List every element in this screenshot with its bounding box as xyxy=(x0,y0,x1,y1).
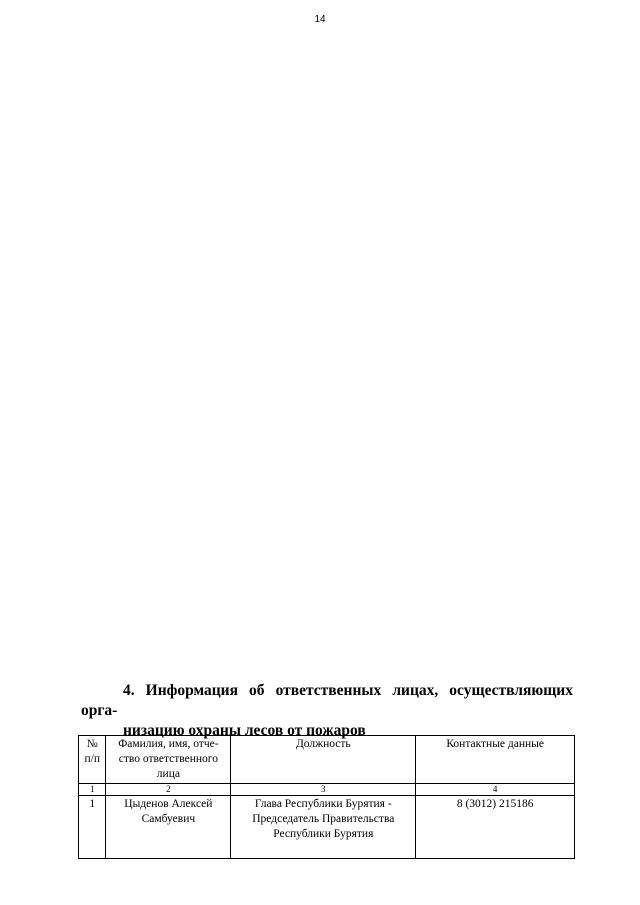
header-contacts-line-1: Контактные данные xyxy=(446,738,545,750)
header-number-line-1: № xyxy=(86,738,98,750)
section-heading xyxy=(81,681,573,741)
row-position xyxy=(231,796,416,859)
header-contacts xyxy=(416,736,575,784)
header-full-name xyxy=(106,736,231,784)
header-position-line-1: Должность xyxy=(295,738,351,750)
section-heading-line-2: низацию охраны лесов от пожаров xyxy=(123,722,366,739)
header-position xyxy=(231,736,416,784)
page-number: 14 xyxy=(314,14,326,25)
column-number-4: 4 xyxy=(416,784,575,796)
column-number-1: 1 xyxy=(79,784,106,796)
row-full-name-line-2: Самбуевич xyxy=(141,813,196,825)
row-position-line-3: Республики Бурятия xyxy=(273,828,374,840)
row-full-name-line-1: Цыденов Алексей xyxy=(124,798,213,810)
row-position-line-1: Глава Республики Бурятия - xyxy=(254,798,392,810)
column-number-row xyxy=(79,784,575,796)
row-position-line-2: Председатель Правительства xyxy=(252,813,395,825)
row-contacts: 8 (3012) 215186 xyxy=(416,796,575,859)
column-number-2: 2 xyxy=(106,784,231,796)
header-full-name-line-1: Фамилия, имя, отче- xyxy=(118,738,219,750)
header-number xyxy=(79,736,106,784)
column-number-3: 3 xyxy=(231,784,416,796)
row-number: 1 xyxy=(79,796,106,859)
table-header-row xyxy=(79,736,575,784)
table-row xyxy=(79,796,575,859)
header-number-line-2: п/п xyxy=(84,753,100,765)
header-full-name-line-3: лица xyxy=(156,768,180,780)
row-full-name xyxy=(106,796,231,859)
responsible-persons-table xyxy=(78,735,575,859)
section-heading-line-1: 4. Информация об ответственных лицах, осуществляющих орга- xyxy=(81,682,573,719)
header-full-name-line-2: ство ответственного xyxy=(118,753,218,765)
